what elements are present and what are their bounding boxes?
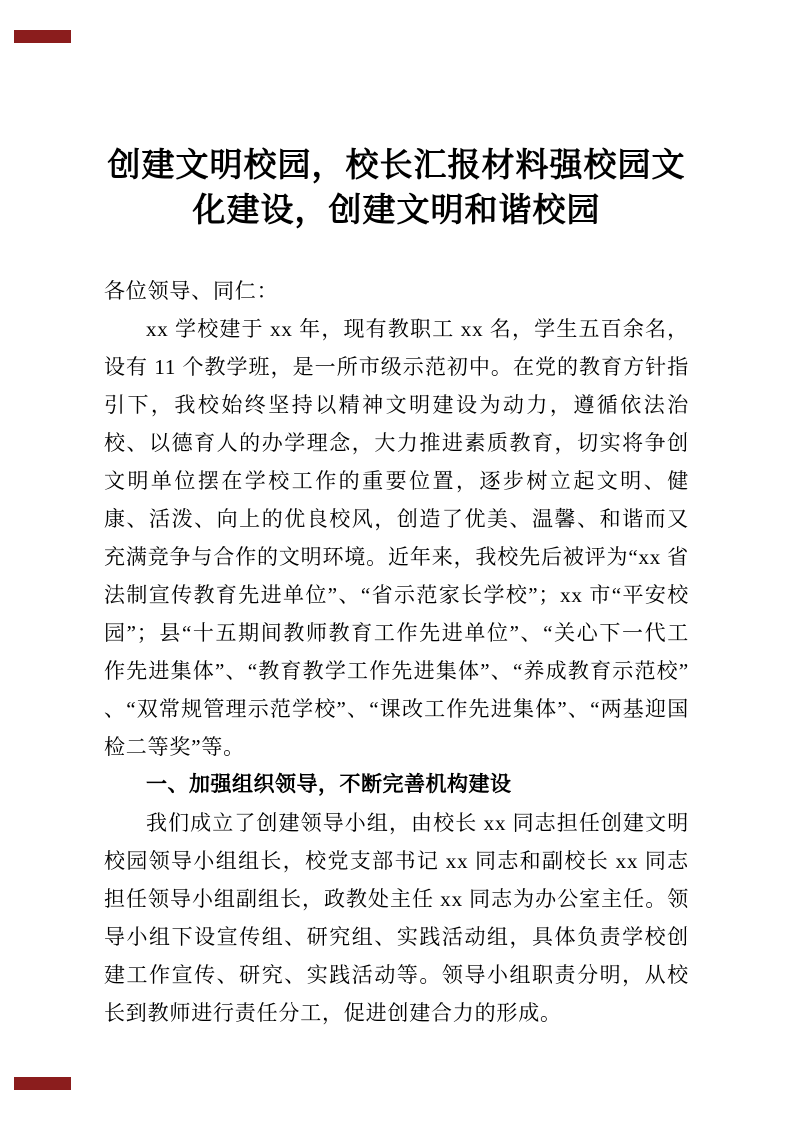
- document-title-line-1: 创建文明校园，校长汇报材料强校园文: [107, 146, 686, 183]
- top-left-corner-mark: [14, 30, 71, 43]
- document-title-line-2: 化建设，创建文明和谐校园: [192, 191, 601, 228]
- document-body: [104, 272, 689, 1032]
- section-1-heading: 一、加强组织领导，不断完善机构建设: [146, 773, 512, 796]
- salutation-line: 各位领导、同仁：: [104, 279, 279, 303]
- intro-paragraph: xx 学校建于 xx 年，现有教职工 xx 名，学生五百余名，设有 11 个教学班，是一所市级示范初中。在党的教育方针指引下，我校始终坚持以精神文明建设为动力，遵循依法治校、以德育人的办学理念，大力推进素质教育，切实将争创文明单位摆在学校工作的重要位置，逐步树立起文明、健康、活泼、向上的优良校风，创造了优美、温馨、和谐而又充满竞争与合作的文明环境。近年来，我校先后被评为“xx 省法制宣传教育先进单位”、“省示范家长学校”；xx 市“平安校园”；县“十五期间教师教育工作先进单位”、“关心下一代工作先进集体”、“教育教学工作先进集体”、“养成教育示范校” 、“双常规管理示范学校”、“课改工作先进集体”、“两基迎国检二等奖”等。: [104, 317, 689, 759]
- section-1-paragraph: 我们成立了创建领导小组，由校长 xx 同志担任创建文明校园领导小组组长，校党支部书记 xx 同志和副校长 xx 同志担任领导小组副组长，政教处主任 xx 同志为办公室主任。领导小组下设宣传组、研究组、实践活动组，具体负责学校创建工作宣传、研究、实践活动等。领导小组职责分明，从校长到教师进行责任分工，促进创建合力的形成。: [104, 811, 689, 1025]
- bottom-left-corner-mark: [14, 1077, 71, 1090]
- document-title: [52, 0, 741, 232]
